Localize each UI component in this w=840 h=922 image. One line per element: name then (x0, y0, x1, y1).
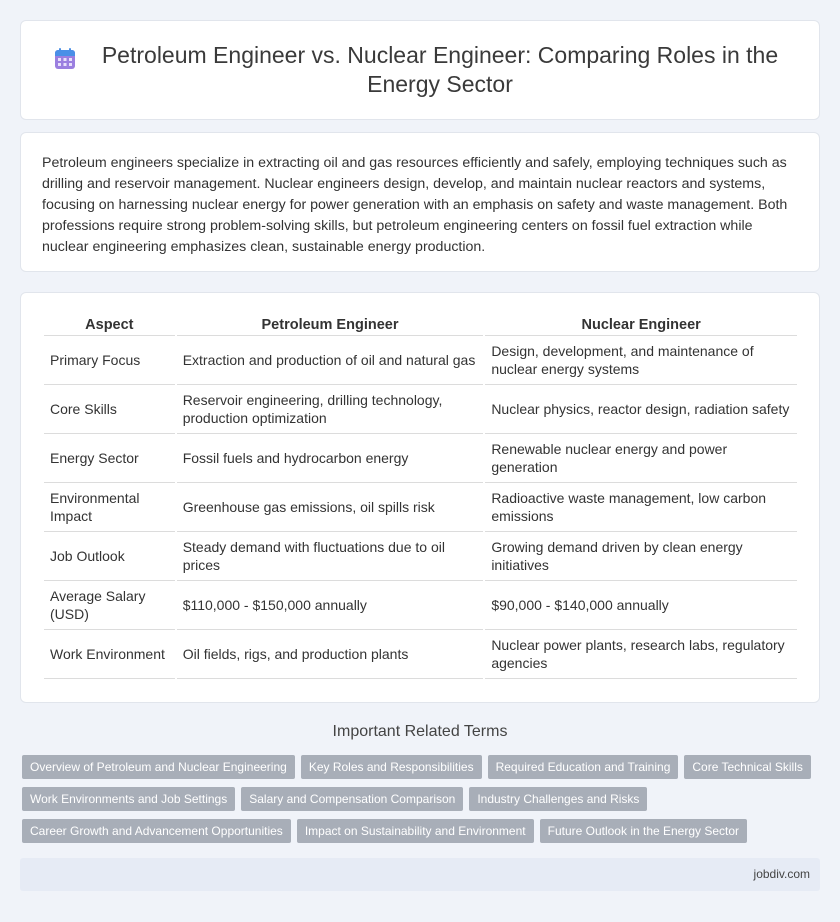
header-petroleum: Petroleum Engineer (177, 315, 484, 336)
related-tag[interactable]: Future Outlook in the Energy Sector (540, 819, 747, 843)
table-row (44, 630, 797, 679)
table-row (44, 385, 797, 434)
related-terms-tags (22, 755, 822, 851)
nuclear-cell: Design, development, and maintenance of nuclear energy systems (485, 336, 797, 385)
table-row (44, 581, 797, 630)
page-title: Petroleum Engineer vs. Nuclear Engineer: Comparing Roles in the Energy Sector (101, 42, 779, 97)
related-tag[interactable]: Key Roles and Responsibilities (301, 755, 482, 779)
related-tag[interactable]: Core Technical Skills (684, 755, 811, 779)
related-tag[interactable]: Impact on Sustainability and Environment (297, 819, 534, 843)
table-row (44, 434, 797, 483)
header-aspect: Aspect (44, 315, 175, 336)
aspect-cell: Job Outlook (44, 532, 175, 581)
related-tag[interactable]: Required Education and Training (488, 755, 679, 779)
nuclear-cell: Nuclear physics, reactor design, radiation safety (485, 385, 797, 434)
table-row (44, 532, 797, 581)
nuclear-cell: Nuclear power plants, research labs, regulatory agencies (485, 630, 797, 679)
table-row (44, 336, 797, 385)
related-tag[interactable]: Career Growth and Advancement Opportunities (22, 819, 291, 843)
petroleum-cell: Reservoir engineering, drilling technology, production optimization (177, 385, 484, 434)
comparison-table-card (20, 292, 820, 703)
related-terms-heading: Important Related Terms (332, 723, 508, 740)
related-tag[interactable]: Work Environments and Job Settings (22, 787, 235, 811)
tag-row (22, 787, 822, 811)
petroleum-cell: $110,000 - $150,000 annually (177, 581, 484, 630)
tag-row (22, 819, 822, 843)
table-row (44, 483, 797, 532)
aspect-cell: Core Skills (44, 385, 175, 434)
petroleum-cell: Extraction and production of oil and natural gas (177, 336, 484, 385)
aspect-cell: Work Environment (44, 630, 175, 679)
related-tag[interactable]: Salary and Compensation Comparison (241, 787, 463, 811)
tag-row (22, 755, 822, 779)
table-header-row (44, 315, 797, 336)
petroleum-cell: Greenhouse gas emissions, oil spills risk (177, 483, 484, 532)
aspect-cell: Environmental Impact (44, 483, 175, 532)
aspect-cell: Average Salary (USD) (44, 581, 175, 630)
related-tag[interactable]: Overview of Petroleum and Nuclear Engineering (22, 755, 295, 779)
header-nuclear: Nuclear Engineer (485, 315, 797, 336)
intro-card (20, 132, 820, 272)
petroleum-cell: Oil fields, rigs, and production plants (177, 630, 484, 679)
aspect-cell: Primary Focus (44, 336, 175, 385)
aspect-cell: Energy Sector (44, 434, 175, 483)
petroleum-cell: Fossil fuels and hydrocarbon energy (177, 434, 484, 483)
related-tag[interactable]: Industry Challenges and Risks (469, 787, 647, 811)
nuclear-cell: $90,000 - $140,000 annually (485, 581, 797, 630)
comparison-table (42, 315, 799, 679)
nuclear-cell: Radioactive waste management, low carbon emissions (485, 483, 797, 532)
title-card (20, 20, 820, 120)
nuclear-cell: Renewable nuclear energy and power generation (485, 434, 797, 483)
footer-site-link[interactable]: jobdiv.com (753, 867, 810, 881)
footer (20, 858, 820, 891)
intro-paragraph: Petroleum engineers specialize in extracting oil and gas resources efficiently and safely, employing techniques such as drilling and reservoir management. Nuclear engineers design, develop, and maintain nuclear reactors and systems, focusing on harnessing nuclear energy for power generation with an emphasis on safety and waste management. Both professions require strong problem-solving skills, but petroleum engineering centers on fossil fuel extraction while nuclear engineering emphasizes clean, sustainable energy production. (42, 155, 788, 255)
petroleum-cell: Steady demand with fluctuations due to oil prices (177, 532, 484, 581)
nuclear-cell: Growing demand driven by clean energy initiatives (485, 532, 797, 581)
title-row (21, 21, 819, 119)
